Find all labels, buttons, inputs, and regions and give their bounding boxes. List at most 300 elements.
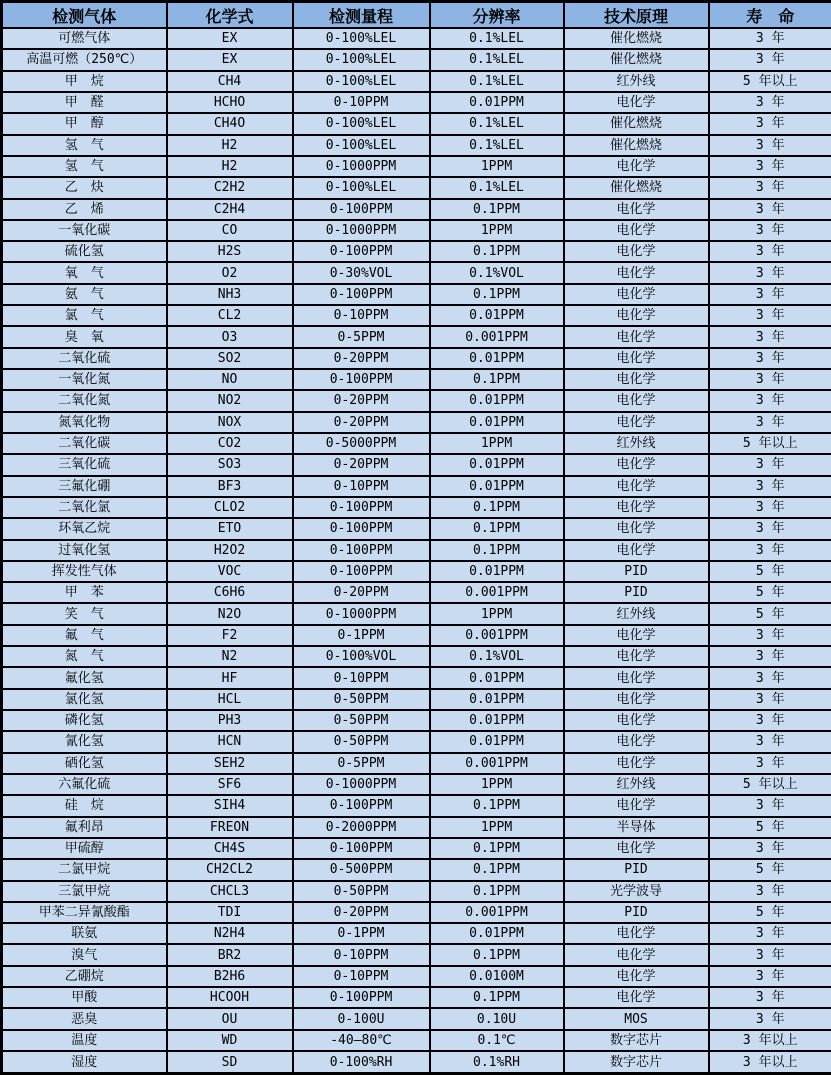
cell-resolution: 0.1%LEL bbox=[430, 177, 564, 198]
cell-resolution: 0.1%VOL bbox=[430, 262, 564, 283]
table-row bbox=[2, 326, 831, 347]
cell-resolution: 0.1PPM bbox=[430, 944, 564, 965]
cell-principle: 数字芯片 bbox=[564, 1030, 709, 1051]
cell-range: 0-20PPM bbox=[293, 902, 430, 923]
cell-range: 0-100PPM bbox=[293, 795, 430, 816]
cell-lifespan: 3 年 bbox=[709, 540, 831, 561]
cell-formula: SD bbox=[167, 1051, 293, 1074]
cell-principle: 电化学 bbox=[564, 412, 709, 433]
cell-formula: CL2 bbox=[167, 305, 293, 326]
cell-resolution: 1PPM bbox=[430, 156, 564, 177]
cell-gas: 溴气 bbox=[2, 944, 167, 965]
cell-lifespan: 3 年 bbox=[709, 731, 831, 752]
table-row bbox=[2, 817, 831, 838]
cell-lifespan: 3 年 bbox=[709, 710, 831, 731]
cell-lifespan: 3 年 bbox=[709, 199, 831, 220]
header-cell-gas: 检测气体 bbox=[2, 2, 167, 29]
cell-lifespan: 3 年 bbox=[709, 476, 831, 497]
cell-resolution: 1PPM bbox=[430, 817, 564, 838]
cell-principle: 电化学 bbox=[564, 284, 709, 305]
table-row bbox=[2, 497, 831, 518]
table-row bbox=[2, 966, 831, 987]
cell-principle: 电化学 bbox=[564, 241, 709, 262]
cell-resolution: 0.01PPM bbox=[430, 348, 564, 369]
table-row bbox=[2, 625, 831, 646]
cell-gas: 可燃气体 bbox=[2, 28, 167, 49]
cell-formula: BR2 bbox=[167, 944, 293, 965]
cell-gas: 湿度 bbox=[2, 1051, 167, 1074]
table-row bbox=[2, 262, 831, 283]
cell-resolution: 0.1PPM bbox=[430, 518, 564, 539]
cell-principle: 催化燃烧 bbox=[564, 113, 709, 134]
cell-gas: 环氧乙烷 bbox=[2, 518, 167, 539]
cell-principle: 数字芯片 bbox=[564, 1051, 709, 1074]
table-row bbox=[2, 348, 831, 369]
cell-lifespan: 3 年 bbox=[709, 412, 831, 433]
cell-gas: 甲 烷 bbox=[2, 71, 167, 92]
cell-lifespan: 3 年 bbox=[709, 390, 831, 411]
cell-lifespan: 3 年 bbox=[709, 966, 831, 987]
table-row bbox=[2, 305, 831, 326]
cell-lifespan: 3 年 bbox=[709, 135, 831, 156]
cell-principle: 电化学 bbox=[564, 220, 709, 241]
cell-range: 0-100%LEL bbox=[293, 135, 430, 156]
cell-range: 0-5PPM bbox=[293, 326, 430, 347]
table-row bbox=[2, 774, 831, 795]
cell-resolution: 0.1PPM bbox=[430, 795, 564, 816]
table-row bbox=[2, 944, 831, 965]
table-row bbox=[2, 561, 831, 582]
cell-gas: 一氧化氮 bbox=[2, 369, 167, 390]
cell-lifespan: 3 年 bbox=[709, 369, 831, 390]
cell-resolution: 0.01PPM bbox=[430, 390, 564, 411]
cell-lifespan: 5 年以上 bbox=[709, 433, 831, 454]
table-row bbox=[2, 795, 831, 816]
cell-gas: 联氨 bbox=[2, 923, 167, 944]
cell-principle: 电化学 bbox=[564, 923, 709, 944]
cell-lifespan: 3 年 bbox=[709, 284, 831, 305]
cell-principle: 电化学 bbox=[564, 646, 709, 667]
cell-range: 0-100PPM bbox=[293, 518, 430, 539]
cell-range: 0-100PPM bbox=[293, 987, 430, 1008]
cell-lifespan: 5 年 bbox=[709, 902, 831, 923]
table-row bbox=[2, 476, 831, 497]
table-row bbox=[2, 135, 831, 156]
cell-gas: 臭 氧 bbox=[2, 326, 167, 347]
cell-lifespan: 3 年 bbox=[709, 689, 831, 710]
cell-principle: 电化学 bbox=[564, 199, 709, 220]
cell-formula: CLO2 bbox=[167, 497, 293, 518]
cell-formula: SO3 bbox=[167, 454, 293, 475]
cell-range: 0-100%LEL bbox=[293, 49, 430, 70]
cell-formula: B2H6 bbox=[167, 966, 293, 987]
cell-formula: H2O2 bbox=[167, 540, 293, 561]
cell-lifespan: 5 年以上 bbox=[709, 71, 831, 92]
cell-range: 0-20PPM bbox=[293, 582, 430, 603]
cell-gas: 二氧化氯 bbox=[2, 497, 167, 518]
cell-formula: H2 bbox=[167, 135, 293, 156]
cell-gas: 氟化氢 bbox=[2, 667, 167, 688]
cell-range: 0-1000PPM bbox=[293, 603, 430, 624]
cell-principle: 红外线 bbox=[564, 71, 709, 92]
cell-resolution: 0.1PPM bbox=[430, 987, 564, 1008]
table-row bbox=[2, 689, 831, 710]
cell-gas: 甲 醇 bbox=[2, 113, 167, 134]
table-row bbox=[2, 710, 831, 731]
cell-gas: 氮氧化物 bbox=[2, 412, 167, 433]
cell-resolution: 0.01PPM bbox=[430, 923, 564, 944]
cell-lifespan: 3 年 bbox=[709, 987, 831, 1008]
cell-range: 0-20PPM bbox=[293, 390, 430, 411]
cell-gas: 氟利昂 bbox=[2, 817, 167, 838]
cell-resolution: 0.1%RH bbox=[430, 1051, 564, 1074]
cell-principle: 催化燃烧 bbox=[564, 49, 709, 70]
table-row bbox=[2, 603, 831, 624]
cell-resolution: 0.01PPM bbox=[430, 731, 564, 752]
cell-range: 0-10PPM bbox=[293, 305, 430, 326]
cell-resolution: 0.1PPM bbox=[430, 284, 564, 305]
cell-principle: 电化学 bbox=[564, 348, 709, 369]
cell-gas: 氮 气 bbox=[2, 646, 167, 667]
cell-principle: PID bbox=[564, 859, 709, 880]
cell-formula: PH3 bbox=[167, 710, 293, 731]
cell-principle: 催化燃烧 bbox=[564, 28, 709, 49]
cell-principle: MOS bbox=[564, 1008, 709, 1029]
cell-gas: 甲苯二异氰酸酯 bbox=[2, 902, 167, 923]
cell-gas: 氯化氢 bbox=[2, 689, 167, 710]
cell-range: 0-100PPM bbox=[293, 284, 430, 305]
cell-principle: 电化学 bbox=[564, 689, 709, 710]
cell-formula: N2O bbox=[167, 603, 293, 624]
cell-lifespan: 3 年 bbox=[709, 497, 831, 518]
cell-principle: 半导体 bbox=[564, 817, 709, 838]
table-row bbox=[2, 518, 831, 539]
cell-lifespan: 3 年以上 bbox=[709, 1051, 831, 1074]
cell-lifespan: 3 年 bbox=[709, 326, 831, 347]
cell-gas: 恶臭 bbox=[2, 1008, 167, 1029]
cell-lifespan: 3 年 bbox=[709, 795, 831, 816]
cell-gas: 硒化氢 bbox=[2, 753, 167, 774]
cell-formula: F2 bbox=[167, 625, 293, 646]
cell-resolution: 0.01PPM bbox=[430, 689, 564, 710]
cell-formula: VOC bbox=[167, 561, 293, 582]
cell-formula: H2S bbox=[167, 241, 293, 262]
cell-gas: 乙 烯 bbox=[2, 199, 167, 220]
cell-range: 0-10PPM bbox=[293, 966, 430, 987]
cell-gas: 甲酸 bbox=[2, 987, 167, 1008]
cell-gas: 温度 bbox=[2, 1030, 167, 1051]
cell-formula: N2H4 bbox=[167, 923, 293, 944]
cell-gas: 硫化氢 bbox=[2, 241, 167, 262]
cell-range: 0-1000PPM bbox=[293, 774, 430, 795]
cell-gas: 乙硼烷 bbox=[2, 966, 167, 987]
cell-resolution: 1PPM bbox=[430, 433, 564, 454]
cell-formula: O2 bbox=[167, 262, 293, 283]
cell-gas: 氢 气 bbox=[2, 156, 167, 177]
cell-gas: 一氧化碳 bbox=[2, 220, 167, 241]
cell-gas: 过氧化氢 bbox=[2, 540, 167, 561]
cell-gas: 氟 气 bbox=[2, 625, 167, 646]
cell-formula: NOX bbox=[167, 412, 293, 433]
cell-principle: 电化学 bbox=[564, 454, 709, 475]
cell-range: 0-5000PPM bbox=[293, 433, 430, 454]
cell-principle: 电化学 bbox=[564, 753, 709, 774]
cell-resolution: 0.1℃ bbox=[430, 1030, 564, 1051]
cell-resolution: 0.01PPM bbox=[430, 710, 564, 731]
cell-resolution: 0.1PPM bbox=[430, 199, 564, 220]
cell-lifespan: 3 年 bbox=[709, 667, 831, 688]
cell-gas: 三氧化硫 bbox=[2, 454, 167, 475]
cell-lifespan: 3 年 bbox=[709, 305, 831, 326]
cell-formula: C2H2 bbox=[167, 177, 293, 198]
table-row bbox=[2, 433, 831, 454]
table-row bbox=[2, 1051, 831, 1074]
cell-lifespan: 3 年 bbox=[709, 241, 831, 262]
cell-principle: 电化学 bbox=[564, 710, 709, 731]
header-cell-lifespan: 寿 命 bbox=[709, 2, 831, 29]
cell-gas: 挥发性气体 bbox=[2, 561, 167, 582]
cell-gas: 三氯甲烷 bbox=[2, 881, 167, 902]
cell-formula: CH2CL2 bbox=[167, 859, 293, 880]
cell-formula: SIH4 bbox=[167, 795, 293, 816]
header-cell-principle: 技术原理 bbox=[564, 2, 709, 29]
cell-resolution: 0.1%LEL bbox=[430, 71, 564, 92]
cell-resolution: 0.0100M bbox=[430, 966, 564, 987]
table-row bbox=[2, 753, 831, 774]
table-row bbox=[2, 390, 831, 411]
cell-range: 0-50PPM bbox=[293, 731, 430, 752]
cell-range: 0-500PPM bbox=[293, 859, 430, 880]
cell-resolution: 1PPM bbox=[430, 774, 564, 795]
cell-lifespan: 3 年 bbox=[709, 156, 831, 177]
cell-range: 0-100%LEL bbox=[293, 28, 430, 49]
cell-formula: NO2 bbox=[167, 390, 293, 411]
cell-range: 0-20PPM bbox=[293, 454, 430, 475]
cell-range: 0-20PPM bbox=[293, 348, 430, 369]
cell-resolution: 0.001PPM bbox=[430, 582, 564, 603]
table-row bbox=[2, 369, 831, 390]
cell-range: 0-100U bbox=[293, 1008, 430, 1029]
table-row bbox=[2, 220, 831, 241]
cell-resolution: 0.1PPM bbox=[430, 241, 564, 262]
table-row bbox=[2, 177, 831, 198]
cell-range: 0-20PPM bbox=[293, 412, 430, 433]
cell-principle: 催化燃烧 bbox=[564, 135, 709, 156]
cell-range: 0-50PPM bbox=[293, 689, 430, 710]
cell-formula: SF6 bbox=[167, 774, 293, 795]
cell-formula: HCHO bbox=[167, 92, 293, 113]
cell-resolution: 0.1%LEL bbox=[430, 49, 564, 70]
cell-lifespan: 3 年 bbox=[709, 753, 831, 774]
cell-range: 0-100PPM bbox=[293, 561, 430, 582]
cell-formula: NH3 bbox=[167, 284, 293, 305]
cell-range: 0-10PPM bbox=[293, 667, 430, 688]
table-row bbox=[2, 28, 831, 49]
cell-range: 0-1000PPM bbox=[293, 220, 430, 241]
cell-principle: 催化燃烧 bbox=[564, 177, 709, 198]
cell-resolution: 0.01PPM bbox=[430, 561, 564, 582]
cell-formula: CHCL3 bbox=[167, 881, 293, 902]
cell-lifespan: 5 年 bbox=[709, 603, 831, 624]
cell-resolution: 0.01PPM bbox=[430, 92, 564, 113]
cell-lifespan: 3 年 bbox=[709, 454, 831, 475]
header-cell-formula: 化学式 bbox=[167, 2, 293, 29]
cell-principle: 电化学 bbox=[564, 497, 709, 518]
cell-formula: FREON bbox=[167, 817, 293, 838]
cell-range: 0-1000PPM bbox=[293, 156, 430, 177]
cell-resolution: 0.01PPM bbox=[430, 667, 564, 688]
table-row bbox=[2, 49, 831, 70]
table-row bbox=[2, 667, 831, 688]
cell-range: -40—80℃ bbox=[293, 1030, 430, 1051]
cell-range: 0-1PPM bbox=[293, 923, 430, 944]
cell-lifespan: 3 年 bbox=[709, 625, 831, 646]
cell-principle: 电化学 bbox=[564, 390, 709, 411]
cell-gas: 氯 气 bbox=[2, 305, 167, 326]
cell-principle: 电化学 bbox=[564, 667, 709, 688]
table-row bbox=[2, 881, 831, 902]
cell-resolution: 0.1PPM bbox=[430, 859, 564, 880]
cell-gas: 甲 醛 bbox=[2, 92, 167, 113]
cell-lifespan: 5 年以上 bbox=[709, 774, 831, 795]
table-row bbox=[2, 923, 831, 944]
cell-formula: EX bbox=[167, 28, 293, 49]
table-row bbox=[2, 540, 831, 561]
cell-lifespan: 3 年 bbox=[709, 944, 831, 965]
cell-lifespan: 3 年 bbox=[709, 113, 831, 134]
cell-formula: CO bbox=[167, 220, 293, 241]
cell-range: 0-100PPM bbox=[293, 241, 430, 262]
cell-formula: CO2 bbox=[167, 433, 293, 454]
cell-resolution: 0.01PPM bbox=[430, 305, 564, 326]
cell-gas: 笑 气 bbox=[2, 603, 167, 624]
cell-formula: SO2 bbox=[167, 348, 293, 369]
table-row bbox=[2, 199, 831, 220]
cell-range: 0-100%RH bbox=[293, 1051, 430, 1074]
cell-formula: H2 bbox=[167, 156, 293, 177]
cell-range: 0-10PPM bbox=[293, 92, 430, 113]
table-row bbox=[2, 412, 831, 433]
cell-gas: 甲 苯 bbox=[2, 582, 167, 603]
cell-formula: HCN bbox=[167, 731, 293, 752]
cell-formula: NO bbox=[167, 369, 293, 390]
cell-resolution: 0.1%LEL bbox=[430, 113, 564, 134]
cell-gas: 二氧化硫 bbox=[2, 348, 167, 369]
cell-principle: 电化学 bbox=[564, 838, 709, 859]
cell-principle: 电化学 bbox=[564, 326, 709, 347]
cell-principle: PID bbox=[564, 561, 709, 582]
cell-principle: 电化学 bbox=[564, 625, 709, 646]
cell-range: 0-100PPM bbox=[293, 497, 430, 518]
cell-lifespan: 3 年 bbox=[709, 177, 831, 198]
cell-lifespan: 3 年 bbox=[709, 518, 831, 539]
cell-resolution: 0.01PPM bbox=[430, 412, 564, 433]
cell-lifespan: 3 年 bbox=[709, 262, 831, 283]
cell-lifespan: 5 年 bbox=[709, 817, 831, 838]
cell-formula: HF bbox=[167, 667, 293, 688]
cell-gas: 硅 烷 bbox=[2, 795, 167, 816]
cell-principle: 电化学 bbox=[564, 262, 709, 283]
cell-formula: C6H6 bbox=[167, 582, 293, 603]
cell-range: 0-10PPM bbox=[293, 944, 430, 965]
cell-lifespan: 3 年 bbox=[709, 881, 831, 902]
cell-resolution: 0.01PPM bbox=[430, 476, 564, 497]
table-row bbox=[2, 284, 831, 305]
cell-formula: BF3 bbox=[167, 476, 293, 497]
cell-gas: 氰化氢 bbox=[2, 731, 167, 752]
cell-lifespan: 5 年 bbox=[709, 859, 831, 880]
table-row bbox=[2, 838, 831, 859]
cell-lifespan: 3 年 bbox=[709, 49, 831, 70]
cell-range: 0-100PPM bbox=[293, 369, 430, 390]
cell-gas: 二氯甲烷 bbox=[2, 859, 167, 880]
cell-range: 0-100PPM bbox=[293, 540, 430, 561]
cell-principle: 电化学 bbox=[564, 305, 709, 326]
cell-gas: 甲硫醇 bbox=[2, 838, 167, 859]
cell-formula: EX bbox=[167, 49, 293, 70]
cell-resolution: 0.001PPM bbox=[430, 625, 564, 646]
cell-formula: O3 bbox=[167, 326, 293, 347]
cell-range: 0-30%VOL bbox=[293, 262, 430, 283]
table-row bbox=[2, 92, 831, 113]
cell-resolution: 0.1PPM bbox=[430, 369, 564, 390]
cell-range: 0-5PPM bbox=[293, 753, 430, 774]
cell-formula: N2 bbox=[167, 646, 293, 667]
cell-principle: 电化学 bbox=[564, 966, 709, 987]
table-row bbox=[2, 582, 831, 603]
header-row bbox=[2, 2, 831, 29]
cell-formula: TDI bbox=[167, 902, 293, 923]
cell-formula: HCL bbox=[167, 689, 293, 710]
table-row bbox=[2, 987, 831, 1008]
table-row bbox=[2, 1030, 831, 1051]
cell-resolution: 0.001PPM bbox=[430, 902, 564, 923]
cell-formula: CH4 bbox=[167, 71, 293, 92]
cell-range: 0-1PPM bbox=[293, 625, 430, 646]
cell-principle: 电化学 bbox=[564, 369, 709, 390]
cell-range: 0-100PPM bbox=[293, 199, 430, 220]
table-row bbox=[2, 454, 831, 475]
cell-range: 0-100%LEL bbox=[293, 71, 430, 92]
cell-resolution: 0.1PPM bbox=[430, 540, 564, 561]
cell-range: 0-100%VOL bbox=[293, 646, 430, 667]
cell-principle: 电化学 bbox=[564, 92, 709, 113]
cell-lifespan: 3 年 bbox=[709, 220, 831, 241]
cell-resolution: 0.01PPM bbox=[430, 454, 564, 475]
cell-resolution: 0.10U bbox=[430, 1008, 564, 1029]
cell-principle: 电化学 bbox=[564, 987, 709, 1008]
cell-resolution: 0.1%LEL bbox=[430, 28, 564, 49]
cell-principle: PID bbox=[564, 582, 709, 603]
table-row bbox=[2, 859, 831, 880]
cell-gas: 二氧化氮 bbox=[2, 390, 167, 411]
cell-range: 0-50PPM bbox=[293, 881, 430, 902]
cell-gas: 氧 气 bbox=[2, 262, 167, 283]
table-row bbox=[2, 646, 831, 667]
cell-gas: 二氧化碳 bbox=[2, 433, 167, 454]
cell-resolution: 0.001PPM bbox=[430, 326, 564, 347]
cell-gas: 磷化氢 bbox=[2, 710, 167, 731]
cell-formula: OU bbox=[167, 1008, 293, 1029]
cell-principle: 光学波导 bbox=[564, 881, 709, 902]
cell-formula: C2H4 bbox=[167, 199, 293, 220]
table-row bbox=[2, 241, 831, 262]
cell-formula: HCOOH bbox=[167, 987, 293, 1008]
table-body bbox=[2, 28, 831, 1074]
cell-formula: SEH2 bbox=[167, 753, 293, 774]
table-row bbox=[2, 902, 831, 923]
cell-range: 0-50PPM bbox=[293, 710, 430, 731]
